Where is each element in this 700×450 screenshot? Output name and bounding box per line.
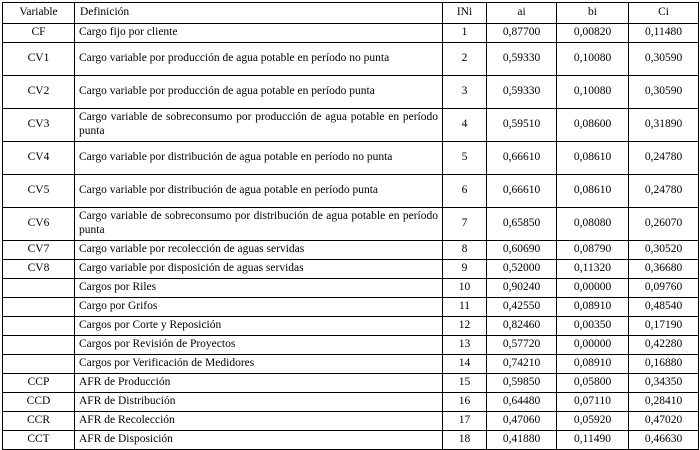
column-header-variable: Variable — [3, 3, 75, 24]
cell-variable: CV4 — [3, 142, 75, 175]
cell-ini: 2 — [443, 43, 487, 76]
cell-variable: CV8 — [3, 260, 75, 279]
cell-ci: 0,46630 — [629, 431, 699, 450]
table-row — [3, 431, 699, 450]
cell-definicion: Cargo variable por producción de agua potable en período punta — [75, 76, 443, 109]
cell-variable: CV2 — [3, 76, 75, 109]
cell-definicion: Cargo variable por recolección de aguas servidas — [75, 241, 443, 260]
cell-ai: 0,74210 — [487, 355, 557, 374]
table-row — [3, 142, 699, 175]
table-row — [3, 374, 699, 393]
header-row — [3, 3, 699, 24]
cell-ini: 18 — [443, 431, 487, 450]
cell-ci: 0,09760 — [629, 279, 699, 298]
cell-bi: 0,08910 — [557, 355, 629, 374]
cell-ci: 0,47020 — [629, 412, 699, 431]
cell-variable: CV1 — [3, 43, 75, 76]
cell-ai: 0,41880 — [487, 431, 557, 450]
cell-variable: CV6 — [3, 208, 75, 241]
cell-ci: 0,42280 — [629, 336, 699, 355]
cell-ai: 0,60690 — [487, 241, 557, 260]
cell-ai: 0,65850 — [487, 208, 557, 241]
cell-ai: 0,47060 — [487, 412, 557, 431]
cell-bi: 0,00000 — [557, 336, 629, 355]
cell-definicion: Cargos por Revisión de Proyectos — [75, 336, 443, 355]
cell-ci: 0,31890 — [629, 109, 699, 142]
table-row — [3, 412, 699, 431]
cell-variable: CV3 — [3, 109, 75, 142]
cell-ini: 4 — [443, 109, 487, 142]
cell-ini: 14 — [443, 355, 487, 374]
cell-definicion: Cargo variable por disposición de aguas servidas — [75, 260, 443, 279]
column-header-ini: INi — [443, 3, 487, 24]
cell-definicion: Cargos por Corte y Reposición — [75, 317, 443, 336]
column-header-ai: ai — [487, 3, 557, 24]
cell-ini: 13 — [443, 336, 487, 355]
cell-bi: 0,10080 — [557, 76, 629, 109]
table-body — [3, 24, 699, 450]
cell-ini: 11 — [443, 298, 487, 317]
cell-variable: CCD — [3, 393, 75, 412]
cell-ci: 0,30590 — [629, 43, 699, 76]
cell-variable — [3, 317, 75, 336]
cell-ini: 16 — [443, 393, 487, 412]
cell-bi: 0,00820 — [557, 24, 629, 43]
cell-ini: 12 — [443, 317, 487, 336]
table-row — [3, 208, 699, 241]
table-row — [3, 43, 699, 76]
cell-ini: 6 — [443, 175, 487, 208]
table-row — [3, 109, 699, 142]
cell-bi: 0,08790 — [557, 241, 629, 260]
cell-variable: CCR — [3, 412, 75, 431]
cell-ai: 0,59330 — [487, 43, 557, 76]
cell-definicion: Cargo fijo por cliente — [75, 24, 443, 43]
table-row — [3, 279, 699, 298]
column-header-ci: Ci — [629, 3, 699, 24]
cell-ini: 17 — [443, 412, 487, 431]
cell-variable: CCP — [3, 374, 75, 393]
cell-ci: 0,24780 — [629, 175, 699, 208]
cell-ai: 0,59850 — [487, 374, 557, 393]
cell-bi: 0,08610 — [557, 175, 629, 208]
cell-definicion: Cargo variable por distribución de agua potable en período punta — [75, 175, 443, 208]
table-row — [3, 76, 699, 109]
cell-bi: 0,07110 — [557, 393, 629, 412]
table-row — [3, 241, 699, 260]
cell-definicion: Cargo variable por distribución de agua potable en período no punta — [75, 142, 443, 175]
cell-ci: 0,34350 — [629, 374, 699, 393]
cell-bi: 0,08080 — [557, 208, 629, 241]
cell-ci: 0,16880 — [629, 355, 699, 374]
cell-bi: 0,11490 — [557, 431, 629, 450]
cell-ai: 0,82460 — [487, 317, 557, 336]
cell-variable: CF — [3, 24, 75, 43]
cell-ini: 10 — [443, 279, 487, 298]
cell-ini: 9 — [443, 260, 487, 279]
table-row — [3, 260, 699, 279]
table-row — [3, 24, 699, 43]
cell-ai: 0,52000 — [487, 260, 557, 279]
cell-definicion: AFR de Recolección — [75, 412, 443, 431]
cell-ini: 1 — [443, 24, 487, 43]
cell-definicion: Cargo variable de sobreconsumo por producción de agua potable en período punta — [75, 109, 443, 142]
cell-definicion: Cargo variable por producción de agua potable en período no punta — [75, 43, 443, 76]
cell-ai: 0,90240 — [487, 279, 557, 298]
cell-ci: 0,24780 — [629, 142, 699, 175]
cell-ai: 0,57720 — [487, 336, 557, 355]
cell-variable — [3, 355, 75, 374]
cell-ci: 0,11480 — [629, 24, 699, 43]
cell-ai: 0,42550 — [487, 298, 557, 317]
cell-definicion: Cargo variable de sobreconsumo por distribución de agua potable en período punta — [75, 208, 443, 241]
cell-variable — [3, 298, 75, 317]
cell-bi: 0,00000 — [557, 279, 629, 298]
cell-definicion: Cargos por Verificación de Medidores — [75, 355, 443, 374]
cell-variable: CV7 — [3, 241, 75, 260]
tariff-variables-table — [2, 2, 699, 450]
cell-definicion: AFR de Disposición — [75, 431, 443, 450]
cell-ini: 15 — [443, 374, 487, 393]
cell-bi: 0,10080 — [557, 43, 629, 76]
cell-ci: 0,30520 — [629, 241, 699, 260]
cell-ai: 0,66610 — [487, 175, 557, 208]
cell-definicion: AFR de Producción — [75, 374, 443, 393]
table-row — [3, 175, 699, 208]
table-row — [3, 298, 699, 317]
cell-bi: 0,08600 — [557, 109, 629, 142]
cell-ai: 0,59510 — [487, 109, 557, 142]
cell-variable: CCT — [3, 431, 75, 450]
cell-ci: 0,17190 — [629, 317, 699, 336]
cell-ini: 8 — [443, 241, 487, 260]
cell-definicion: AFR de Distribución — [75, 393, 443, 412]
cell-variable — [3, 279, 75, 298]
cell-variable — [3, 336, 75, 355]
cell-ai: 0,59330 — [487, 76, 557, 109]
cell-ai: 0,66610 — [487, 142, 557, 175]
cell-bi: 0,00350 — [557, 317, 629, 336]
cell-bi: 0,05920 — [557, 412, 629, 431]
table-row — [3, 336, 699, 355]
cell-ci: 0,26070 — [629, 208, 699, 241]
cell-ci: 0,36680 — [629, 260, 699, 279]
cell-bi: 0,05800 — [557, 374, 629, 393]
cell-bi: 0,11320 — [557, 260, 629, 279]
cell-bi: 0,08910 — [557, 298, 629, 317]
column-header-bi: bi — [557, 3, 629, 24]
table-row — [3, 393, 699, 412]
cell-ini: 7 — [443, 208, 487, 241]
cell-ai: 0,64480 — [487, 393, 557, 412]
cell-definicion: Cargos por Riles — [75, 279, 443, 298]
cell-ci: 0,28410 — [629, 393, 699, 412]
cell-ci: 0,48540 — [629, 298, 699, 317]
column-header-definicion: Definición — [75, 3, 443, 24]
table-header — [3, 3, 699, 24]
cell-ini: 3 — [443, 76, 487, 109]
cell-ai: 0,87700 — [487, 24, 557, 43]
table-row — [3, 355, 699, 374]
table-row — [3, 317, 699, 336]
cell-ini: 5 — [443, 142, 487, 175]
cell-bi: 0,08610 — [557, 142, 629, 175]
cell-definicion: Cargo por Grifos — [75, 298, 443, 317]
cell-variable: CV5 — [3, 175, 75, 208]
cell-ci: 0,30590 — [629, 76, 699, 109]
